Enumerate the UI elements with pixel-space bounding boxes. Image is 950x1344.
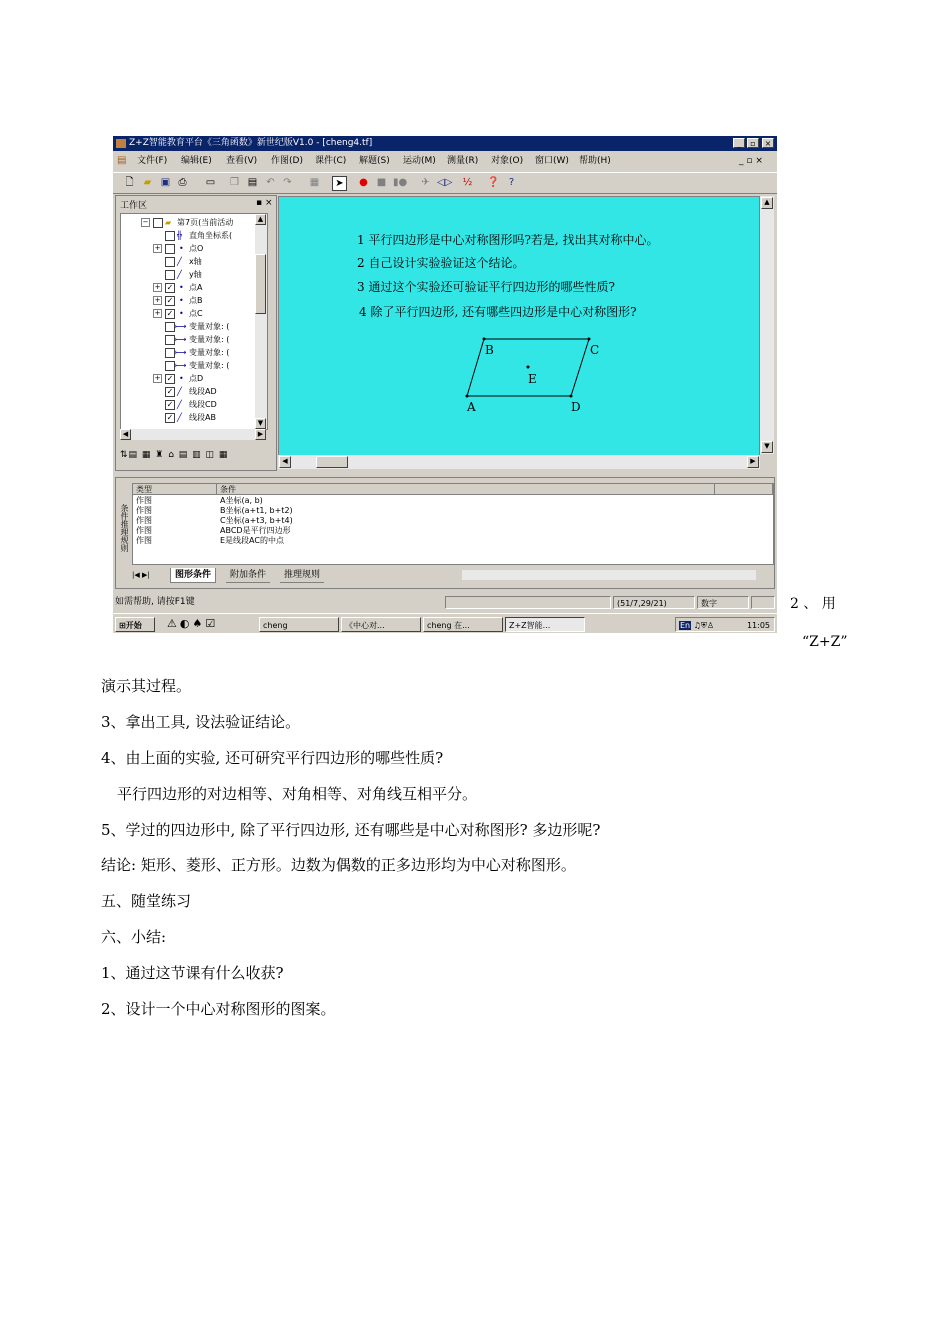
checkbox[interactable] [165, 335, 175, 345]
checkbox[interactable] [165, 348, 175, 358]
scroll-up-icon[interactable]: ▲ [255, 214, 266, 225]
status-extra [751, 596, 775, 609]
system-tray [675, 617, 775, 632]
scroll-down-icon[interactable]: ▼ [255, 418, 266, 429]
tab-nav-icon[interactable]: |◀ ▶| [132, 571, 150, 579]
menu-courseware[interactable]: 课件(C) [315, 156, 347, 166]
doc-line-4: 平行四边形的对边相等、对角相等、对角线互相平分。 [117, 785, 478, 803]
table-cell: C坐标(a+t3, b+t4) [220, 516, 293, 525]
menu-window[interactable]: 窗口(W) [535, 156, 569, 166]
canvas-hscrollbar[interactable] [278, 455, 760, 469]
label-d: D [571, 400, 581, 414]
label-a: A [467, 400, 476, 414]
scroll-down-icon[interactable]: ▼ [761, 441, 773, 453]
tree-label: 变量对象: ( [189, 361, 230, 370]
table-cell: 作图 [136, 536, 152, 545]
menu-measure[interactable]: 测量(R) [447, 156, 479, 166]
point-a [466, 395, 469, 398]
line-icon: ╱ [177, 387, 182, 396]
label-e: E [528, 372, 537, 386]
language-indicator[interactable]: En [680, 621, 691, 630]
expand-icon[interactable]: + [154, 309, 161, 317]
task-button-1[interactable]: cheng [259, 617, 339, 632]
checkbox[interactable] [165, 244, 175, 254]
checkbox[interactable] [153, 218, 163, 228]
save-icon[interactable]: ▣ [160, 177, 171, 188]
expand-icon[interactable]: + [154, 296, 161, 304]
tree-vscrollbar[interactable] [255, 214, 267, 429]
conditions-tab-bar [132, 568, 772, 582]
menu-bar [113, 153, 777, 169]
window-title: Z+Z智能教育平台《三角函数》新世纪版V1.0 - [cheng4.tf] [129, 138, 373, 148]
tree-label: x轴 [189, 257, 202, 266]
menu-view[interactable]: 查看(V) [226, 156, 258, 166]
checkbox[interactable]: ✓ [166, 400, 174, 409]
col-condition-header[interactable]: 条件 [217, 484, 715, 495]
stop-icon[interactable]: ■ [376, 177, 387, 188]
axes-icon: ╬ [177, 231, 182, 240]
point-c [588, 338, 591, 341]
tree-label: y轴 [189, 270, 202, 279]
doc-line-1: 演示其过程。 [101, 677, 192, 695]
menu-solve[interactable]: 解题(S) [359, 156, 390, 166]
question-2: 2 自己设计实验验证这个结论。 [357, 256, 525, 270]
menu-help[interactable]: 帮助(H) [579, 156, 611, 166]
conditions-panel [115, 477, 775, 589]
task-button-2[interactable]: 《中心对... [341, 617, 421, 632]
checkbox[interactable] [165, 257, 175, 267]
paste-icon[interactable]: ▤ [247, 177, 258, 188]
point-icon: • [179, 296, 184, 305]
undo-icon[interactable]: ↶ [266, 177, 275, 188]
tree-label: 线段AB [189, 413, 216, 422]
tree-label: 直角坐标系( [189, 231, 233, 240]
tree-label: 线段CD [189, 400, 217, 409]
point-d [570, 395, 573, 398]
table-cell: B坐标(a+t1, b+t2) [220, 506, 293, 515]
menu-edit[interactable]: 编辑(E) [181, 156, 212, 166]
checkbox[interactable]: ✓ [166, 309, 174, 318]
checkbox[interactable] [165, 270, 175, 280]
mdi-controls[interactable]: _ ▫ × [739, 156, 763, 166]
help-icon[interactable]: ❓ [487, 177, 500, 188]
task-button-4[interactable]: Z+Z智能... [505, 617, 585, 632]
new-icon[interactable]: 🗋 [125, 177, 134, 188]
checkbox[interactable] [165, 322, 175, 332]
status-coords: (51/7,29/21) [613, 596, 695, 609]
status-empty [445, 596, 611, 609]
preview-icon[interactable]: ▭ [205, 177, 216, 188]
taskbar [113, 613, 777, 633]
checkbox[interactable]: ✓ [166, 413, 174, 422]
table-cell: E是线段AC的中点 [220, 536, 284, 545]
table-cell: 作图 [136, 516, 152, 525]
whatsthis-icon[interactable]: ? [508, 177, 515, 188]
expand-icon[interactable]: + [154, 283, 161, 291]
doc-line-2: 3、拿出工具, 设法验证结论。 [101, 713, 301, 731]
doc-heading-5: 五、随堂练习 [101, 892, 192, 910]
line-icon: ╱ [177, 257, 182, 266]
table-cell: A坐标(a, b) [220, 496, 263, 505]
doc-line-6: 结论: 矩形、菱形、正方形。边数为偶数的正多边形均为中心对称图形。 [101, 856, 576, 874]
scroll-up-icon[interactable]: ▲ [761, 197, 773, 209]
checkbox[interactable] [165, 231, 175, 241]
question-4: 4 除了平行四边形, 还有哪些四边形是中心对称图形? [359, 305, 637, 319]
menu-motion[interactable]: 运动(M) [403, 156, 436, 166]
scroll-right-icon[interactable]: ▶ [747, 456, 759, 468]
doc-line-7: 1、通过这节课有什么收获? [101, 964, 284, 982]
windows-logo-icon: ⊞ [119, 621, 126, 630]
scroll-right-icon[interactable]: ▶ [255, 429, 266, 440]
line-icon: ╱ [177, 413, 182, 422]
tab-figure-conditions[interactable]: 图形条件 [170, 568, 216, 583]
point-icon: • [179, 244, 184, 253]
checkbox[interactable]: ✓ [166, 296, 174, 305]
parallelogram-figure [279, 197, 759, 455]
tab-extra-conditions[interactable]: 附加条件 [226, 568, 270, 583]
doc-heading-6: 六、小结: [101, 928, 167, 946]
tree-label: 点B [189, 296, 203, 305]
point-e [527, 366, 530, 369]
doc-line-3: 4、由上面的实验, 还可研究平行四边形的哪些性质? [101, 749, 444, 767]
table-cell: 作图 [136, 506, 152, 515]
copy-icon[interactable]: ❐ [230, 177, 239, 188]
status-help: 如需帮助, 请按F1键 [115, 597, 195, 607]
panel-controls[interactable]: ▪ × [256, 198, 273, 208]
menu-file[interactable]: 文件(F) [137, 156, 168, 166]
tree-label: 线段AD [189, 387, 217, 396]
tree-label: 变量对象: ( [189, 322, 230, 331]
checkbox[interactable] [165, 361, 175, 371]
tree-label: 点D [189, 374, 204, 383]
label-c: C [590, 343, 600, 357]
scale-icon[interactable]: ◁▷ [437, 177, 453, 188]
properties-icon[interactable]: ▦ [309, 177, 320, 188]
workspace-title: 工作区 [120, 201, 148, 211]
status-numlock: 数字 [697, 596, 749, 609]
col-extra-header[interactable] [715, 484, 773, 495]
col-type-header[interactable]: 类型 [133, 484, 217, 495]
point-icon: • [179, 283, 184, 292]
collapse-icon[interactable]: − [142, 218, 149, 226]
task-button-3[interactable]: cheng 在... [423, 617, 503, 632]
variable-icon: ⟼ [175, 348, 187, 357]
workspace-panel [115, 195, 277, 471]
redo-icon[interactable]: ↷ [283, 177, 292, 188]
tree-label: 点O [189, 244, 204, 253]
scroll-left-icon[interactable]: ◀ [120, 429, 131, 440]
conditions-side-label: 条件推理规则 [120, 504, 129, 552]
tree-label: 点C [189, 309, 203, 318]
conditions-hscrollbar[interactable] [462, 570, 756, 580]
tray-icons[interactable]: ♫⛨♙ [693, 621, 715, 630]
pointer-icon[interactable]: ➤ [332, 176, 347, 191]
tree-hscrollbar[interactable] [120, 429, 266, 440]
conditions-table [132, 483, 774, 565]
question-3: 3 通过这个实验还可验证平行四边形的哪些性质? [357, 280, 615, 294]
object-tree [120, 213, 268, 430]
point-icon: • [179, 309, 184, 318]
menu-draw[interactable]: 作图(D) [271, 156, 303, 166]
animate-icon[interactable]: ✈ [421, 177, 430, 188]
line-icon: ╱ [177, 400, 182, 409]
quick-launch-icons[interactable]: ⚠◐♠☑ [167, 617, 219, 630]
table-cell: ABCD是平行四边形 [220, 526, 291, 535]
open-icon[interactable]: ▰ [143, 177, 152, 188]
close-button[interactable]: × [762, 138, 774, 148]
checkbox[interactable]: ✓ [166, 283, 174, 292]
canvas-vscrollbar[interactable] [760, 196, 774, 454]
variable-icon: ⟼ [175, 322, 187, 331]
panel-tab-strip[interactable]: ⇅▤ ▦ ♜ ⌂ ▤ ▥ ◫ ▦ [120, 450, 229, 460]
folder-icon: ▰ [165, 218, 172, 227]
status-bar [113, 595, 777, 610]
record-icon[interactable]: ● [359, 177, 368, 188]
tree-label: 点A [189, 283, 203, 292]
variable-icon: ⟼ [175, 361, 187, 370]
variable-icon: ⟼ [175, 335, 187, 344]
step-icon[interactable]: ▮● [393, 177, 408, 188]
menu-object[interactable]: 对象(O) [491, 156, 524, 166]
point-icon: • [179, 374, 184, 383]
expand-icon[interactable]: + [154, 244, 161, 252]
start-button[interactable] [115, 617, 155, 632]
expand-icon[interactable]: + [154, 374, 161, 382]
software-screenshot [113, 136, 777, 633]
tree-label: 变量对象: ( [189, 335, 230, 344]
print-icon[interactable]: ⎙ [178, 177, 187, 188]
checkbox[interactable]: ✓ [166, 387, 174, 396]
start-label: 开始 [125, 621, 142, 630]
point-b [483, 338, 486, 341]
line-icon: ╱ [177, 270, 182, 279]
tree-label: 第7页(当前活动 [177, 218, 234, 227]
title-bar [113, 136, 777, 151]
doc-line-5: 5、学过的四边形中, 除了平行四边形, 还有哪些是中心对称图形? 多边形呢? [101, 821, 601, 839]
question-1: 1 平行四边形是中心对称图形吗?若是, 找出其对称中心。 [357, 233, 659, 247]
table-cell: 作图 [136, 496, 152, 505]
minimize-button[interactable]: _ [733, 138, 745, 148]
table-cell: 作图 [136, 526, 152, 535]
toolbar [113, 172, 777, 194]
checkbox[interactable]: ✓ [166, 374, 174, 383]
scroll-thumb[interactable] [255, 254, 266, 314]
drawing-canvas[interactable] [278, 196, 760, 456]
tree-label: 变量对象: ( [189, 348, 230, 357]
side-note-2: “Z+Z” [802, 634, 848, 650]
doc-icon: ▤ [117, 155, 127, 166]
clock: 11:05 [746, 621, 770, 630]
doc-line-8: 2、设计一个中心对称图形的图案。 [101, 1000, 336, 1018]
scroll-thumb[interactable] [316, 456, 348, 468]
side-note-1: 2 、 用 [790, 596, 836, 612]
measure-icon[interactable]: ½ [462, 177, 473, 188]
label-b: B [485, 343, 494, 357]
tab-reasoning-rules[interactable]: 推理规则 [280, 568, 324, 583]
app-icon [116, 139, 126, 148]
maximize-button[interactable]: ▫ [747, 138, 759, 148]
scroll-left-icon[interactable]: ◀ [279, 456, 291, 468]
